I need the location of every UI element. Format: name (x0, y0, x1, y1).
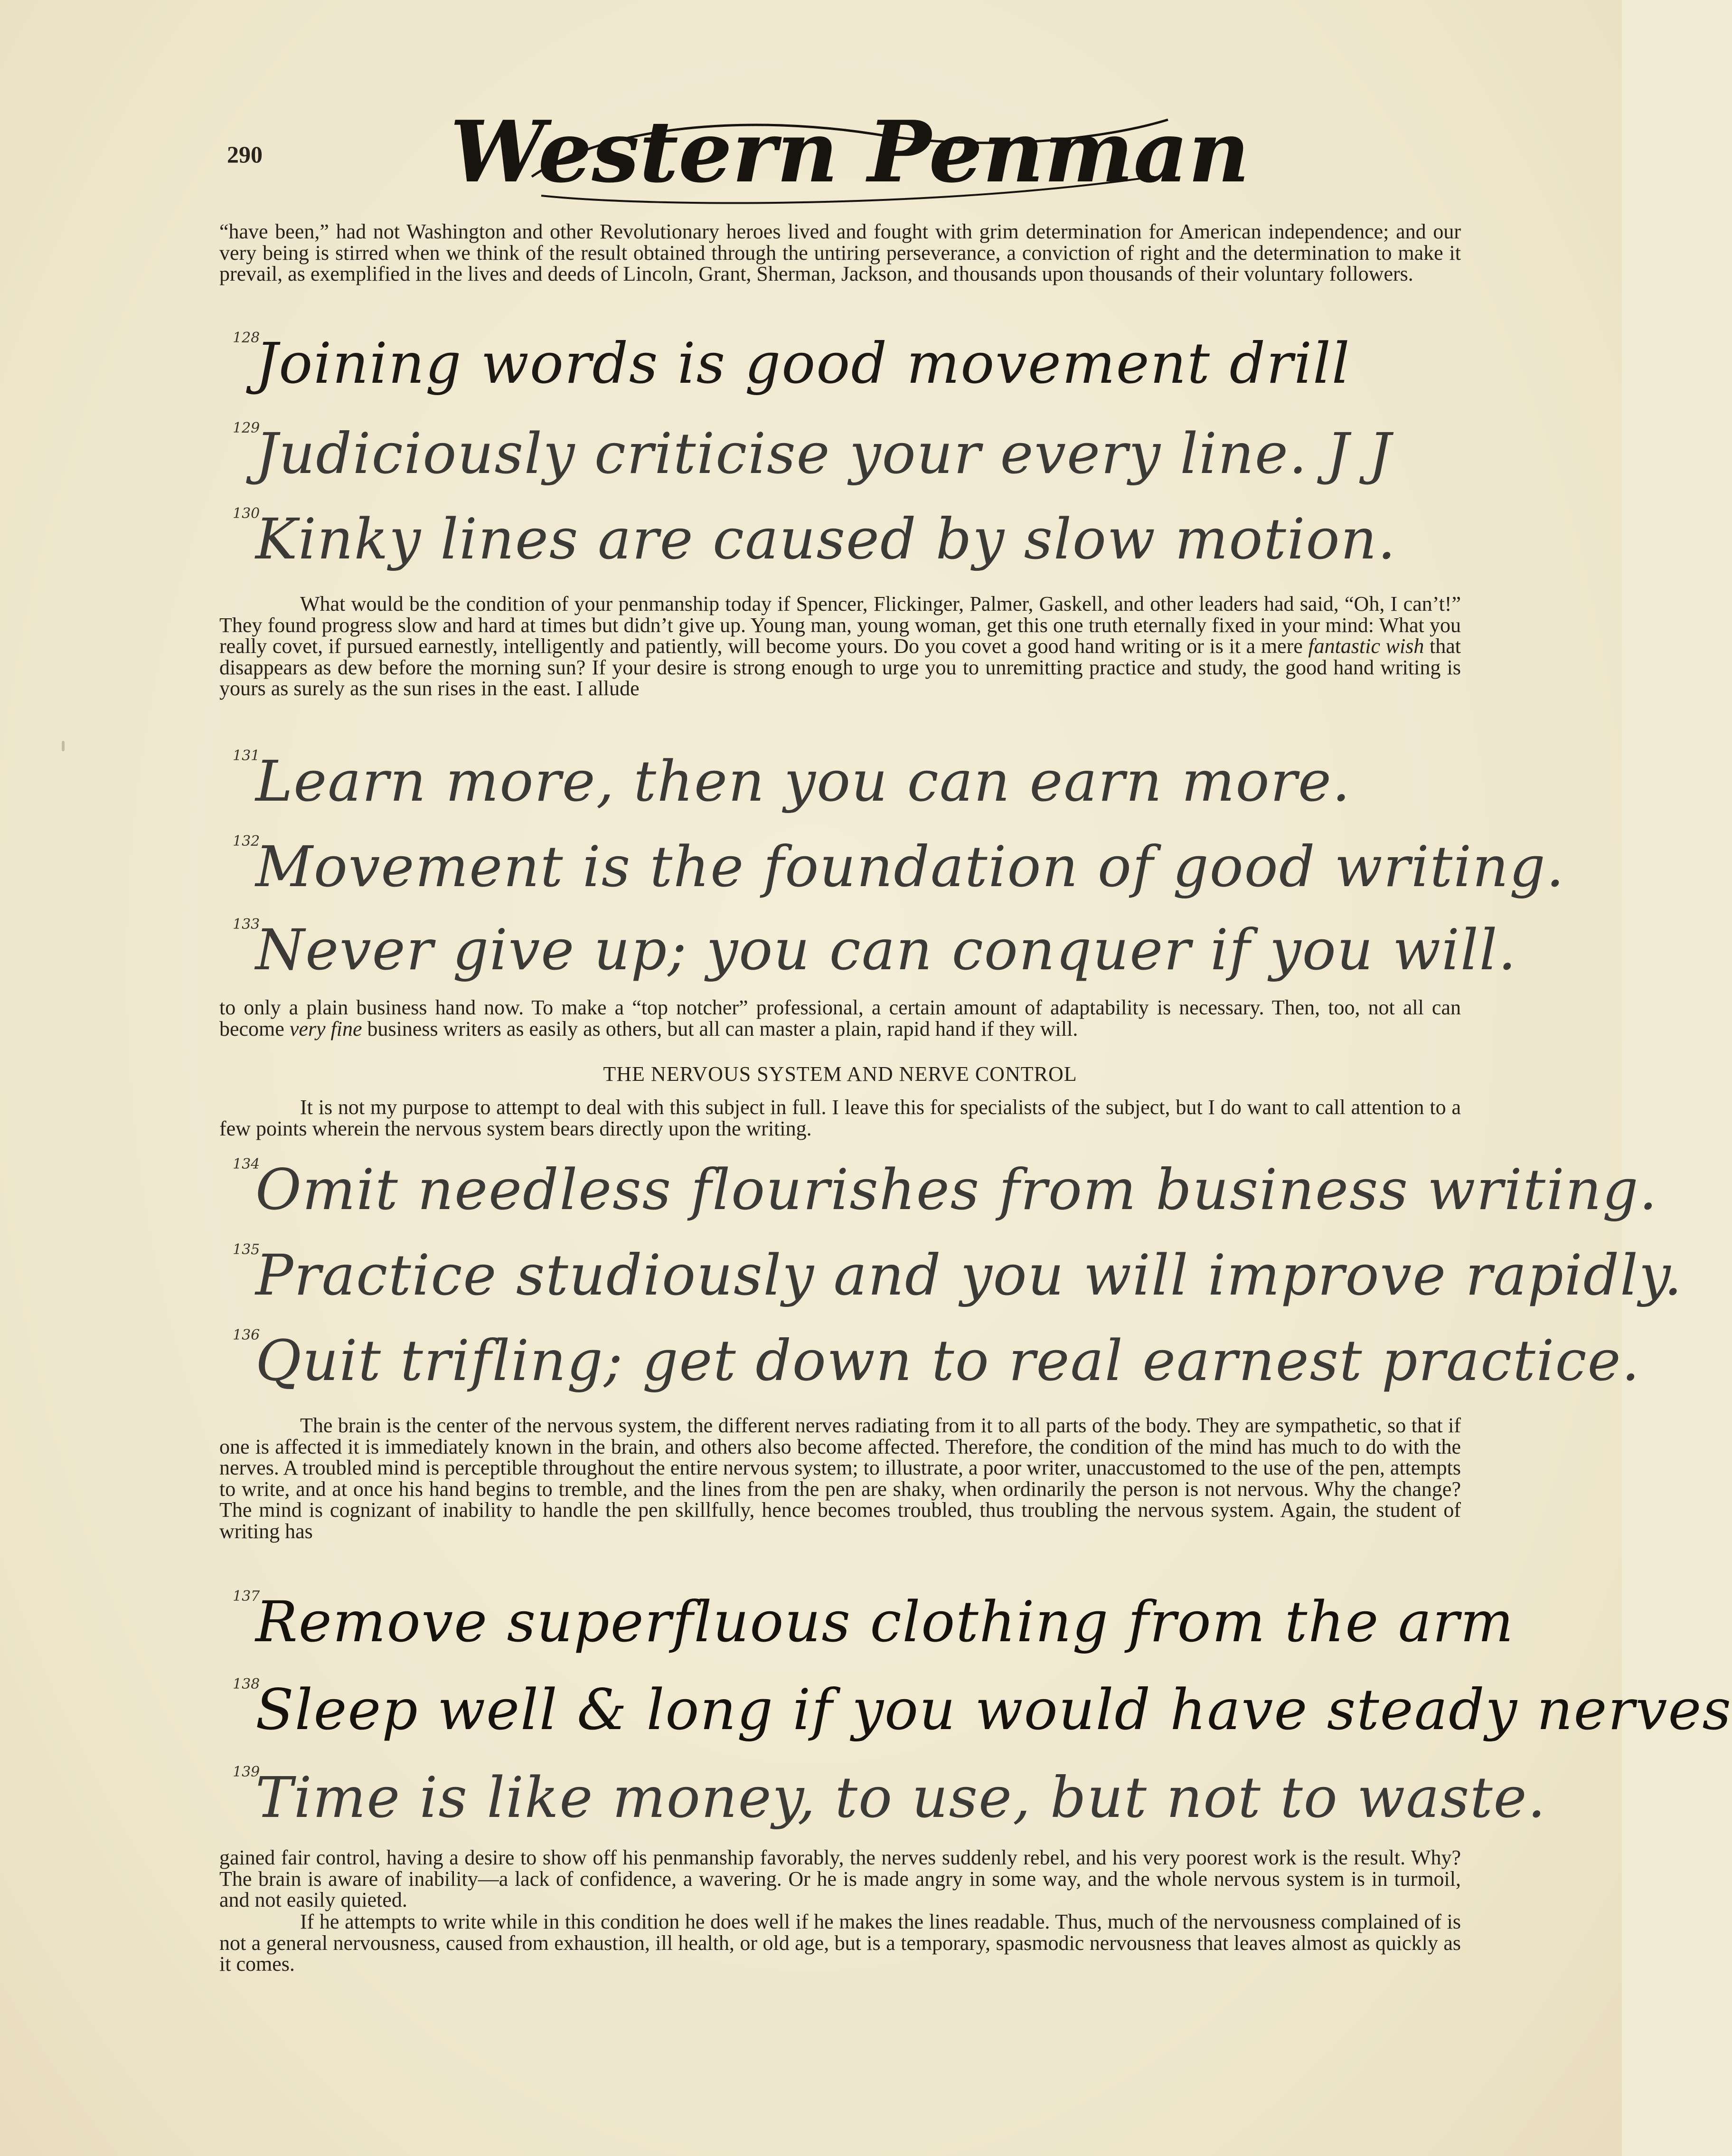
script-line-number: 130 (233, 505, 260, 522)
script-line-text: Movement is the foundation of good writing. (255, 834, 1565, 899)
masthead-logo (450, 102, 1250, 215)
paragraph-business-hand-a: to only a plain business hand now. To make a “top notcher” professional, a certain amount of adaptability is necessary. Then, too, not all can become (219, 996, 1461, 1040)
paragraph-penmanship (219, 594, 1461, 700)
paragraph-business-hand-b: business writers as easily as others, but all can master a plain, rapid hand if they will. (362, 1017, 1078, 1040)
script-line-131 (223, 747, 1496, 822)
script-line-text: Never give up; you can conquer if you will. (255, 917, 1517, 983)
page-number: 290 (227, 141, 263, 168)
paragraph-penmanship-a: What would be the condition of your penmanship today if Spencer, Flickinger, Palmer, Gaskell, and other leaders had said, “Oh, I can’t!” They found progress slow and hard at times but didn’t give up. Young man, young woman, get this one truth eternally fixed in your mind: What you really covet, if pursued earnestly, intelligently and patiently, will become yours. Do you covet a good hand writing or is it a mere (219, 592, 1461, 658)
script-line-number: 137 (233, 1588, 260, 1605)
script-line-text: Quit trifling; get down to real earnest practice. (255, 1328, 1640, 1393)
script-line-number: 134 (233, 1156, 260, 1173)
script-line-number: 138 (233, 1676, 260, 1693)
script-line-136 (223, 1327, 1640, 1401)
script-line-132 (223, 833, 1565, 907)
script-line-text: Sleep well & long if you would have steady nerves (255, 1677, 1732, 1742)
paper-blemish (62, 741, 65, 751)
paragraph-penmanship-emphasis: fantastic wish (1308, 634, 1424, 658)
script-line-number: 135 (233, 1241, 260, 1258)
script-line-text: Omit needless flourishes from business writing. (255, 1157, 1658, 1222)
masthead-svg (450, 102, 1250, 215)
script-line-text: Practice studiously and you will improve rapidly. (255, 1242, 1683, 1308)
script-line-130 (223, 505, 1496, 579)
paragraph-nervous-intro: It is not my purpose to attempt to deal with this subject in full. I leave this for specialists of the subject, but I do want to call attention to a few points wherein the nervous system bears directly upon the writing. (219, 1096, 1461, 1140)
script-line-number: 129 (233, 420, 260, 436)
paragraph-business-hand (219, 997, 1461, 1040)
script-line-133 (223, 916, 1517, 990)
script-line-number: 133 (233, 916, 260, 933)
script-line-129 (223, 420, 1496, 494)
paragraph-conclusion: If he attempts to write while in this condition he does well if he makes the lines readable. Thus, much of the nervousness complained of is not a general nervousness, caused from exhaustion, ill health, or old age, but is a temporary, spasmodic nervousness that leaves almost as quickly as it comes. (219, 1910, 1461, 1976)
paragraph-business-hand-emphasis: very fine (289, 1017, 362, 1040)
paragraph-penmanship-b: that disappears as dew before the morning sun? If your desire is strong enough to urge you to unremitting practice and study, the good hand writing is yours as surely as the sun rises in the east. I allude (219, 634, 1461, 700)
paragraph-control: gained fair control, having a desire to show off his penmanship favorably, the nerves suddenly rebel, and his very poorest work is the result. Why? The brain is aware of inability—a lack of confidence, a wavering. Or he is made angry in some way, and the whole nervous system is in turmoil, and not easily quieted. (219, 1846, 1461, 1911)
paragraph-brain: The brain is the center of the nervous system, the different nerves radiating from it to all parts of the body. They are sympathetic, so that if one is affected it is immediately known in the brain, and others also become affected. Therefore, the condition of the mind has much to do with the nerves. A troubled mind is perceptible throughout the entire nervous system; to illustrate, a poor writer, unaccustomed to the use of the pen, attempts to write, and at once his hand begins to tremble, and the lines from the pen are shaky, when ordinarily the person is not nervous. Why the change? The mind is cognizant of inability to handle the pen skillfully, hence becomes troubled, thus troubling the nervous system. Again, the student of writing has (219, 1414, 1461, 1543)
script-line-number: 139 (233, 1764, 260, 1780)
script-line-135 (223, 1241, 1683, 1315)
script-line-text: Judiciously criticise your every line. J J (255, 421, 1392, 486)
paragraph-intro: “have been,” had not Washington and other Revolutionary heroes lived and fought with grim determination for American independence; and our very being is stirred when we think of the result obtained through the untiring perseverance, a conviction of right and the determination to make it prevail, as exemplified in the lives and deeds of Lincoln, Grant, Sherman, Jackson, and thousands upon thousands of their voluntary followers. (219, 220, 1461, 285)
script-line-text: Kinky lines are caused by slow motion. (255, 506, 1397, 572)
script-line-number: 136 (233, 1327, 260, 1343)
script-line-138 (223, 1676, 1732, 1750)
script-line-text: Time is like money, to use, but not to waste. (255, 1765, 1547, 1830)
script-line-text: Joining words is good movement drill (255, 331, 1351, 396)
script-line-134 (223, 1156, 1658, 1230)
script-line-text: Learn more, then you can earn more. (255, 748, 1351, 814)
script-line-number: 131 (233, 747, 260, 764)
script-line-text: Remove superfluous clothing from the arm (255, 1589, 1515, 1655)
section-heading: THE NERVOUS SYSTEM AND NERVE CONTROL (603, 1062, 1077, 1086)
script-line-number: 128 (233, 330, 260, 346)
masthead-title: Western Penman (450, 102, 1250, 201)
script-line-number: 132 (233, 833, 260, 850)
script-line-137 (223, 1588, 1515, 1662)
script-line-139 (223, 1764, 1547, 1838)
script-line-128 (223, 332, 1496, 404)
